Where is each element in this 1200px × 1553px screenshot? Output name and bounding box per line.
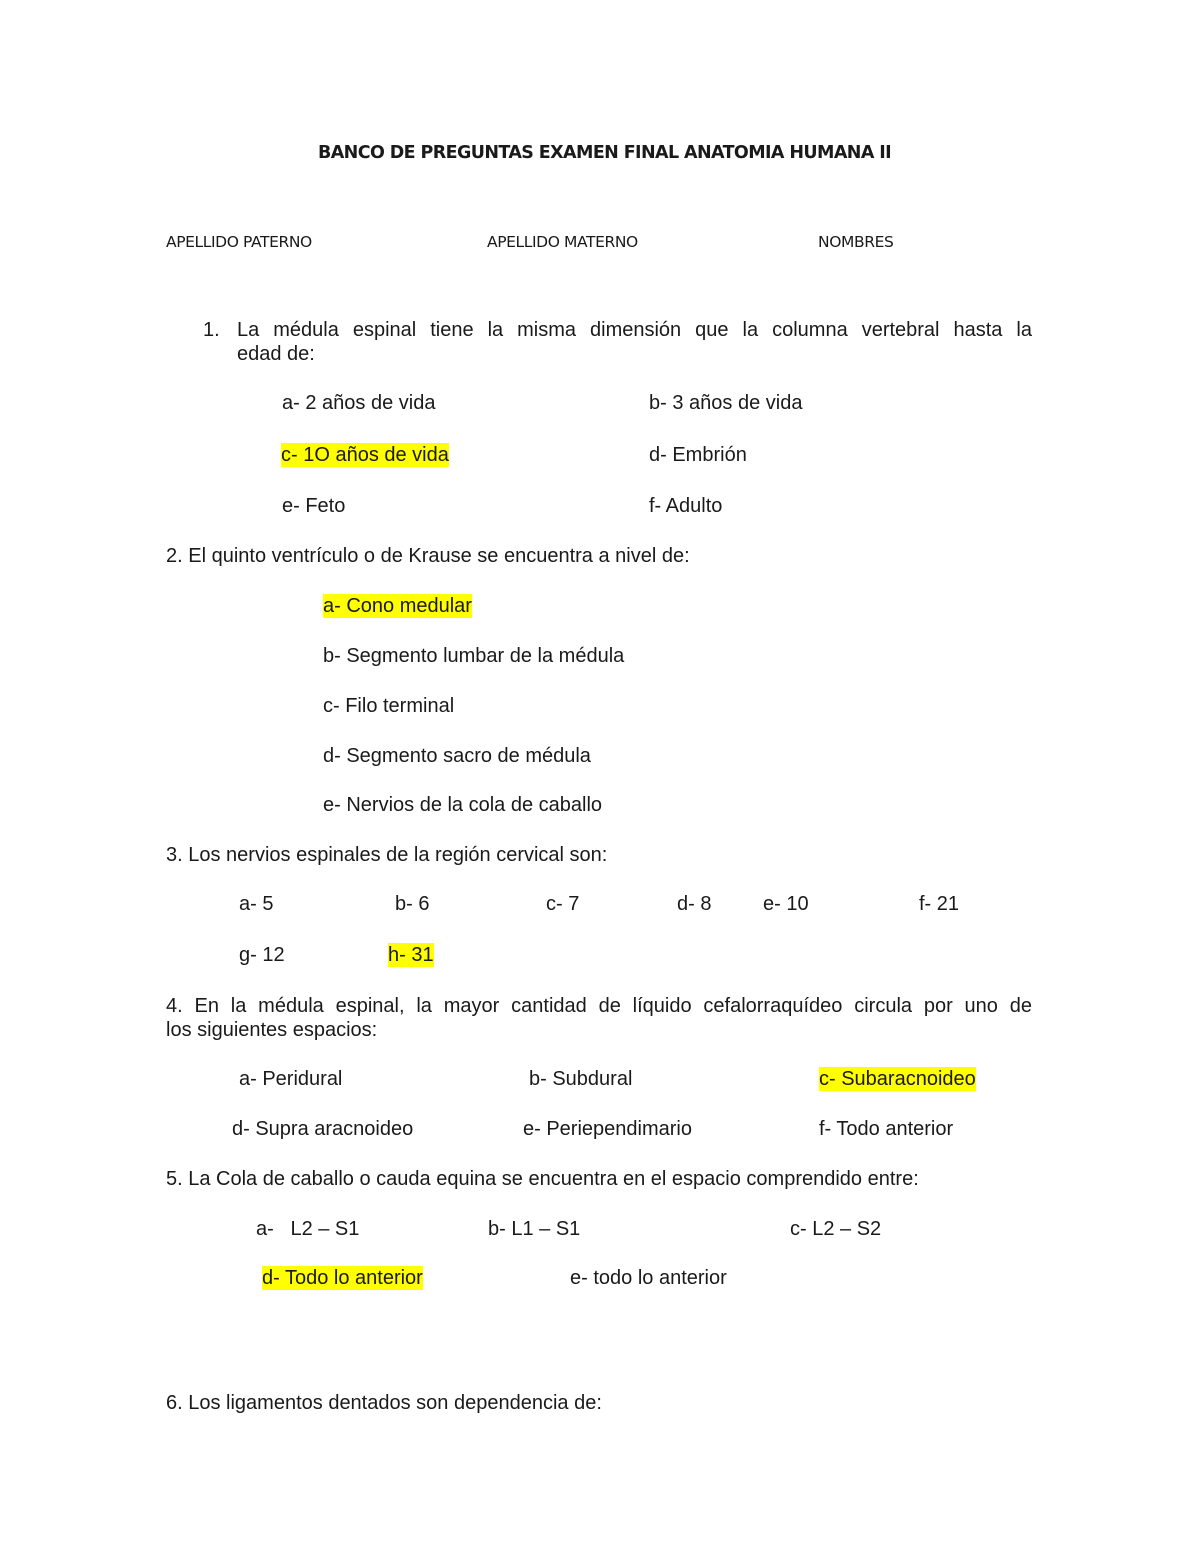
q2-option-b: b- Segmento lumbar de la médula — [323, 645, 625, 667]
q3-option-f: f- 21 — [919, 893, 960, 915]
q6-text: 6. Los ligamentos dentados son dependencia de: — [166, 1392, 602, 1414]
q4-option-d: d- Supra aracnoideo — [232, 1118, 414, 1140]
q5-option-d-highlighted: d- Todo lo anterior — [262, 1267, 423, 1289]
q2-option-d: d- Segmento sacro de médula — [323, 745, 591, 767]
q4-text-line1: 4. En la médula espinal, la mayor cantidad de líquido cefalorraquídeo circula por uno de — [166, 995, 1032, 1017]
q1-option-e: e- Feto — [282, 495, 346, 517]
q2-option-c: c- Filo terminal — [323, 695, 455, 717]
q1-option-c-highlighted: c- 1O años de vida — [281, 444, 449, 466]
q4-text-line2: los siguientes espacios: — [166, 1019, 378, 1041]
q4-option-e: e- Periependimario — [523, 1118, 692, 1140]
q1-option-d: d- Embrión — [649, 444, 747, 466]
document-title: BANCO DE PREGUNTAS EXAMEN FINAL ANATOMIA HUMANA II — [318, 143, 892, 163]
q3-option-c: c- 7 — [546, 893, 580, 915]
q1-text-line1: La médula espinal tiene la misma dimensión que la columna vertebral hasta la — [237, 319, 1032, 341]
q1-number: 1. — [203, 319, 220, 341]
q1-option-a: a- 2 años de vida — [282, 392, 436, 414]
q1-option-b: b- 3 años de vida — [649, 392, 803, 414]
q2-text: 2. El quinto ventrículo o de Krause se encuentra a nivel de: — [166, 545, 690, 567]
q5-option-a: a- L2 – S1 — [256, 1218, 360, 1240]
field-apellido-materno: APELLIDO MATERNO — [487, 233, 638, 251]
q5-option-b: b- L1 – S1 — [488, 1218, 581, 1240]
q5-text: 5. La Cola de caballo o cauda equina se encuentra en el espacio comprendido entre: — [166, 1168, 919, 1190]
field-nombres: NOMBRES — [818, 233, 894, 251]
q3-option-a: a- 5 — [239, 893, 274, 915]
q1-option-f: f- Adulto — [649, 495, 723, 517]
q2-option-a-highlighted: a- Cono medular — [323, 595, 472, 617]
q3-option-d: d- 8 — [677, 893, 712, 915]
q3-option-g: g- 12 — [239, 944, 285, 966]
q4-option-a: a- Peridural — [239, 1068, 343, 1090]
q3-option-e: e- 10 — [763, 893, 809, 915]
q1-text-line2: edad de: — [237, 343, 315, 365]
q3-text: 3. Los nervios espinales de la región cervical son: — [166, 844, 608, 866]
q2-option-e: e- Nervios de la cola de caballo — [323, 794, 603, 816]
q4-option-c-highlighted: c- Subaracnoideo — [819, 1068, 976, 1090]
q4-option-f: f- Todo anterior — [819, 1118, 954, 1140]
field-apellido-paterno: APELLIDO PATERNO — [166, 233, 312, 251]
q3-option-b: b- 6 — [395, 893, 430, 915]
q4-option-b: b- Subdural — [529, 1068, 633, 1090]
q3-option-h-highlighted: h- 31 — [388, 944, 434, 966]
q5-option-e: e- todo lo anterior — [570, 1267, 727, 1289]
q5-option-c: c- L2 – S2 — [790, 1218, 882, 1240]
